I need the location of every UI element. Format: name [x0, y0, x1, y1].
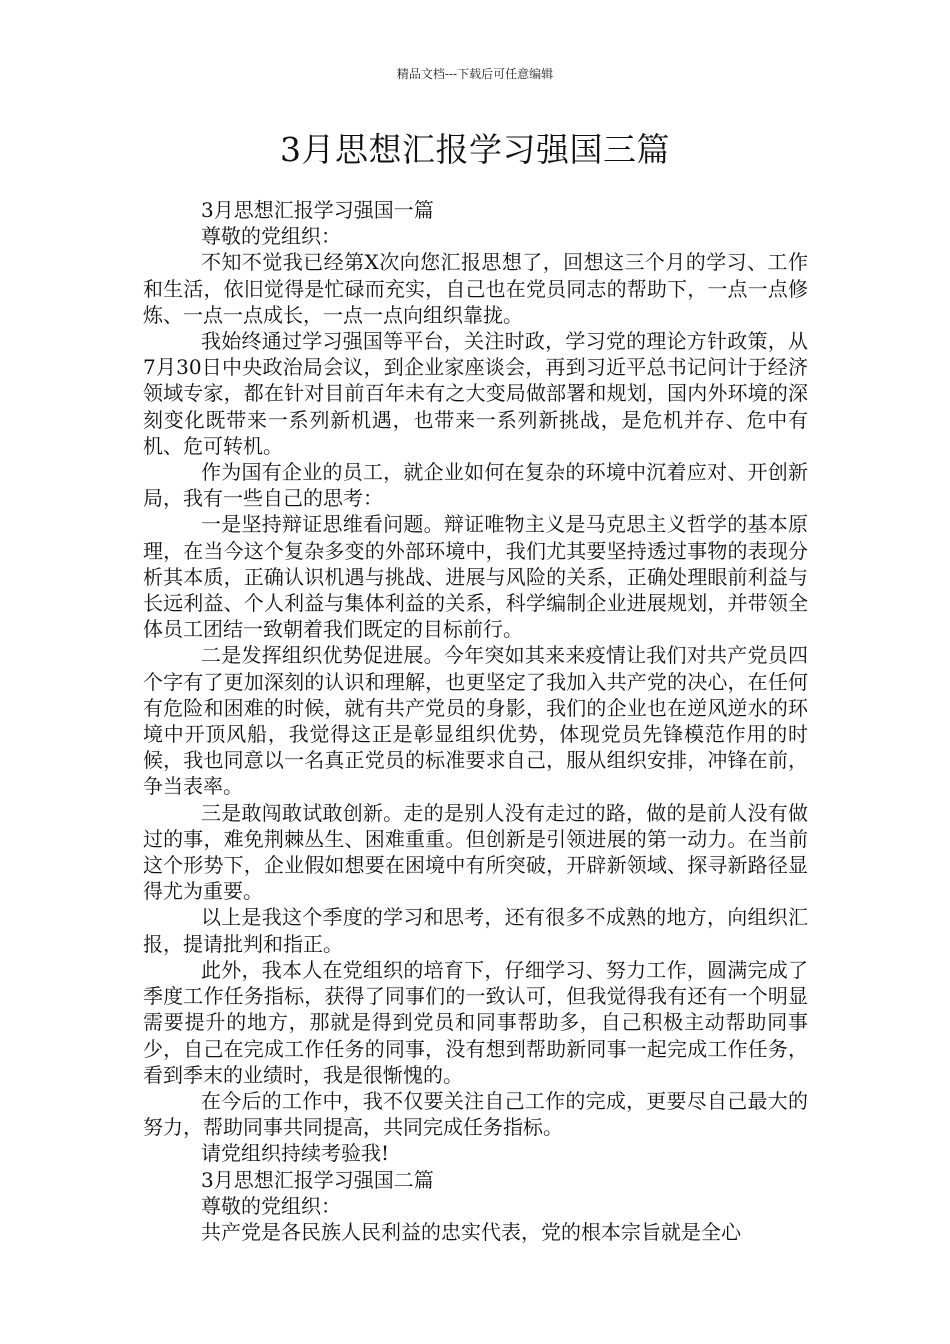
body-paragraph: 三是敢闯敢试敢创新。走的是别人没有走过的路，做的是前人没有做过的事，难免荆棘丛生、困难重重。但创新是引领进展的第一动力。在当前这个形势下，企业假如想要在困境中有所突破，开辟新领域、探寻新路径显得尤为重要。	[143, 800, 808, 904]
closing-line: 请党组织持续考验我!	[201, 1141, 390, 1166]
document-title: 3月思想汇报学习强国三篇	[280, 130, 670, 169]
body-paragraph: 我始终通过学习强国等平台，关注时政，学习党的理论方针政策，从7月30日中央政治局会议，到企业家座谈会，再到习近平总书记问计于经济领域专家，都在针对目前百年未有之大变局做部署和规划，国内外环境的深刻变化既带来一系列新机遇，也带来一系列新挑战，是危机并存、危中有机、危可转机。	[143, 329, 808, 458]
body-paragraph: 一是坚持辩证思维看问题。辩证唯物主义是马克思主义哲学的基本原理，在当今这个复杂多变的外部环境中，我们尤其要坚持透过事物的表现分析其本质，正确认识机遇与挑战、进展与风险的关系，正确处理眼前利益与长远利益、个人利益与集体利益的关系，科学编制企业进展规划，并带领全体员工团结一致朝着我们既定的目标前行。	[143, 512, 808, 642]
document-body	[143, 197, 808, 1245]
body-paragraph: 此外，我本人在党组织的培育下，仔细学习、努力工作，圆满完成了季度工作任务指标，获得了同事们的一致认可，但我觉得我有还有一个明显需要提升的地方，那就是得到党员和同事帮助多，自己积极主动帮助同事少，自己在完成工作任务的同事，没有想到帮助新同事一起完成工作任务，看到季末的业绩时，我是很惭愧的。	[143, 957, 808, 1087]
section-heading-2: 3月思想汇报学习强国二篇	[201, 1167, 434, 1192]
salutation: 尊敬的党组织：	[201, 224, 341, 249]
body-paragraph: 二是发挥组织优势促进展。今年突如其来来疫情让我们对共产党员四个字有了更加深刻的认识和理解，也更坚定了我加入共产党的决心，在任何有危险和困难的时候，就有共产党员的身影，我们的企业也在逆风逆水的环境中开顶风船，我觉得这正是彰显组织优势，体现党员先锋模范作用的时候，我也同意以一名真正党员的标准要求自己，服从组织安排，冲锋在前，争当表率。	[143, 643, 808, 799]
section-heading-1: 3月思想汇报学习强国一篇	[201, 198, 434, 222]
body-paragraph: 不知不觉我已经第X次向您汇报思想了，回想这三个月的学习、工作和生活，依旧觉得是忙碌而充实，自己也在党员同志的帮助下，一点一点修炼、一点一点成长，一点一点向组织靠拢。	[143, 250, 808, 327]
body-paragraph: 作为国有企业的员工，就企业如何在复杂的环境中沉着应对、开创新局，我有一些自己的思考：	[143, 460, 808, 511]
header-note: 精品文档---下载后可任意编辑	[396, 67, 554, 81]
body-paragraph: 共产党是各民族人民利益的忠实代表，党的根本宗旨就是全心	[201, 1219, 741, 1244]
body-paragraph: 以上是我这个季度的学习和思考，还有很多不成熟的地方，向组织汇报，提请批判和指正。	[143, 905, 808, 956]
body-paragraph: 在今后的工作中，我不仅要关注自己工作的完成，更要尽自己最大的努力，帮助同事共同提高，共同完成任务指标。	[143, 1088, 808, 1140]
salutation: 尊敬的党组织：	[201, 1193, 341, 1218]
